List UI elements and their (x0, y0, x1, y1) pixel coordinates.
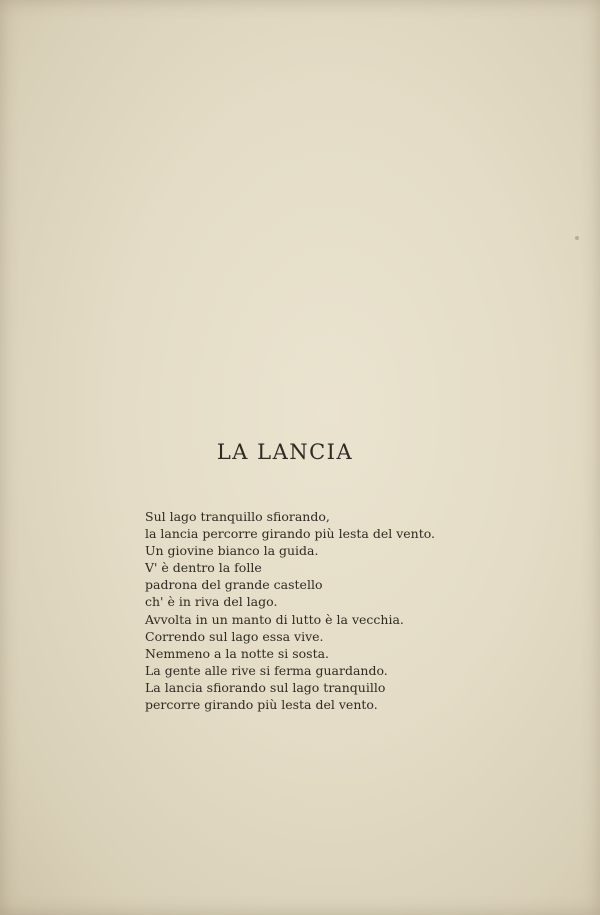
poem-line: percorre girando più lesta del vento. (145, 697, 378, 713)
poem-line: Sul lago tranquillo sfiorando, (145, 509, 330, 524)
poem-line: padrona del grande castello (145, 577, 323, 593)
poem-line: V' è dentro la folle (145, 560, 262, 576)
poem-line: Correndo sul lago essa vive. (145, 628, 324, 644)
poem-line: ch' è in riva del lago. (145, 594, 278, 610)
poem-line: La gente alle rive si ferma guardando. (145, 662, 388, 678)
poem-line: La lancia sfiorando sul lago tranquillo (145, 679, 386, 695)
poem-body (145, 508, 435, 713)
poem-title: LA LANCIA (216, 440, 354, 464)
poem-line: Nemmeno a la notte si sosta. (145, 645, 330, 661)
poem-line: la lancia percorre girando più lesta del vento. (145, 526, 436, 542)
poem-line: Un giovine bianco la guida. (145, 543, 319, 559)
paper-speck (575, 236, 579, 240)
poem-line: Avvolta in un manto di lutto è la vecchia. (145, 611, 404, 627)
